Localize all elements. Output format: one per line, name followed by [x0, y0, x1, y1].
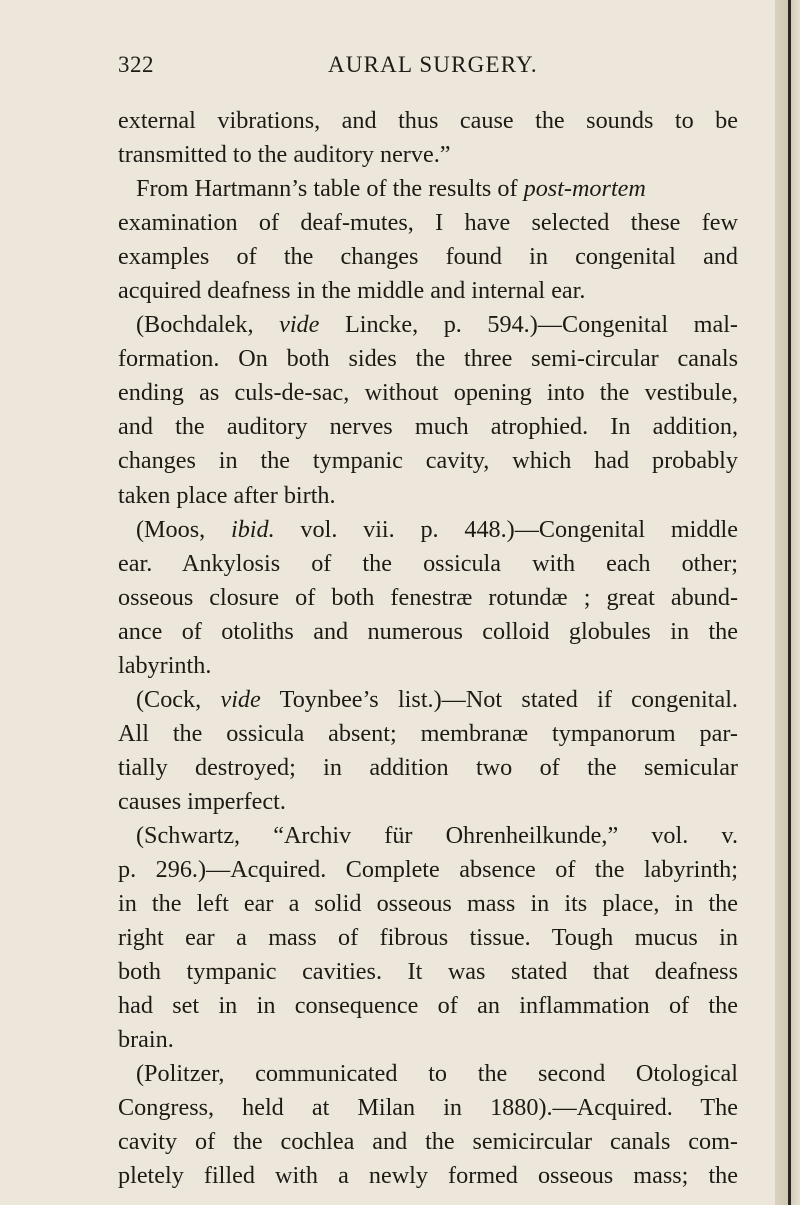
- text-line: Congress, held at Milan in 1880).—Acquired. The: [118, 1094, 738, 1122]
- text-line: in the left ear a solid osseous mass in its place, in the: [118, 890, 738, 918]
- text-line: brain.: [118, 1026, 174, 1054]
- text-line: (Schwartz, “Archiv für Ohrenheilkunde,” vol. v.: [136, 821, 738, 849]
- running-head: [118, 52, 718, 88]
- text-line: formation. On both sides the three semi-circular canals: [118, 345, 738, 373]
- text-line: taken place after birth.: [118, 481, 336, 509]
- text-line: and the auditory nerves much atrophied. In addition,: [118, 413, 738, 441]
- text-run: (Cock,: [136, 685, 221, 713]
- page-number: 322: [118, 52, 154, 77]
- running-title: AURAL SURGERY.: [328, 52, 538, 77]
- text-line: All the ossicula absent; membranæ tympanorum par-: [118, 719, 738, 747]
- text-run: (Moos,: [136, 515, 231, 543]
- text-line: changes in the tympanic cavity, which had probably: [118, 447, 738, 475]
- text-run: From Hartmann’s table of the results of: [136, 175, 524, 203]
- text-line: [118, 513, 738, 547]
- text-run: Toynbee’s list.)—Not stated if congenital.: [260, 685, 738, 713]
- text-run: Lincke, p. 594.)—Congenital mal-: [319, 311, 738, 339]
- italic-term: vide: [279, 311, 320, 339]
- text-line: cavity of the cochlea and the semicircular canals com-: [118, 1128, 738, 1156]
- text-line: labyrinth.: [118, 651, 212, 679]
- italic-term: vide: [220, 685, 261, 713]
- binding-shadow: [788, 0, 791, 1205]
- text-line: [118, 308, 738, 342]
- text-line: [118, 683, 738, 717]
- text-line: right ear a mass of fibrous tissue. Tough mucus in: [118, 924, 738, 952]
- text-line: examples of the changes found in congenital and: [118, 243, 738, 271]
- text-line: ance of otoliths and numerous colloid globules in the: [118, 617, 738, 645]
- body-text: [118, 104, 738, 1194]
- text-line: both tympanic cavities. It was stated that deafness: [118, 958, 738, 986]
- text-line: osseous closure of both fenestræ rotundæ ; great abund-: [118, 583, 738, 611]
- text-line: pletely filled with a newly formed osseous mass; the: [118, 1162, 738, 1190]
- text-line: ending as culs-de-sac, without opening into the vestibule,: [118, 379, 738, 407]
- text-line: [118, 172, 738, 206]
- text-line: tially destroyed; in addition two of the semicular: [118, 753, 738, 781]
- text-line: had set in in consequence of an inflammation of the: [118, 992, 738, 1020]
- text-line: acquired deafness in the middle and internal ear.: [118, 277, 586, 305]
- text-line: transmitted to the auditory nerve.”: [118, 141, 451, 169]
- text-run: (Bochdalek,: [136, 311, 280, 339]
- text-line: causes imperfect.: [118, 787, 286, 815]
- text-line: ear. Ankylosis of the ossicula with each other;: [118, 549, 738, 577]
- text-line: p. 296.)—Acquired. Complete absence of the labyrinth;: [118, 856, 738, 884]
- text-line: external vibrations, and thus cause the sounds to be: [118, 107, 738, 134]
- italic-term: post-mortem: [523, 175, 646, 203]
- text-run: vol. vii. p. 448.)—Congenital middle: [274, 515, 738, 543]
- text-line: examination of deaf-mutes, I have selected these few: [118, 209, 738, 237]
- italic-term: ibid.: [230, 515, 275, 543]
- text-line: (Politzer, communicated to the second Otological: [136, 1060, 738, 1088]
